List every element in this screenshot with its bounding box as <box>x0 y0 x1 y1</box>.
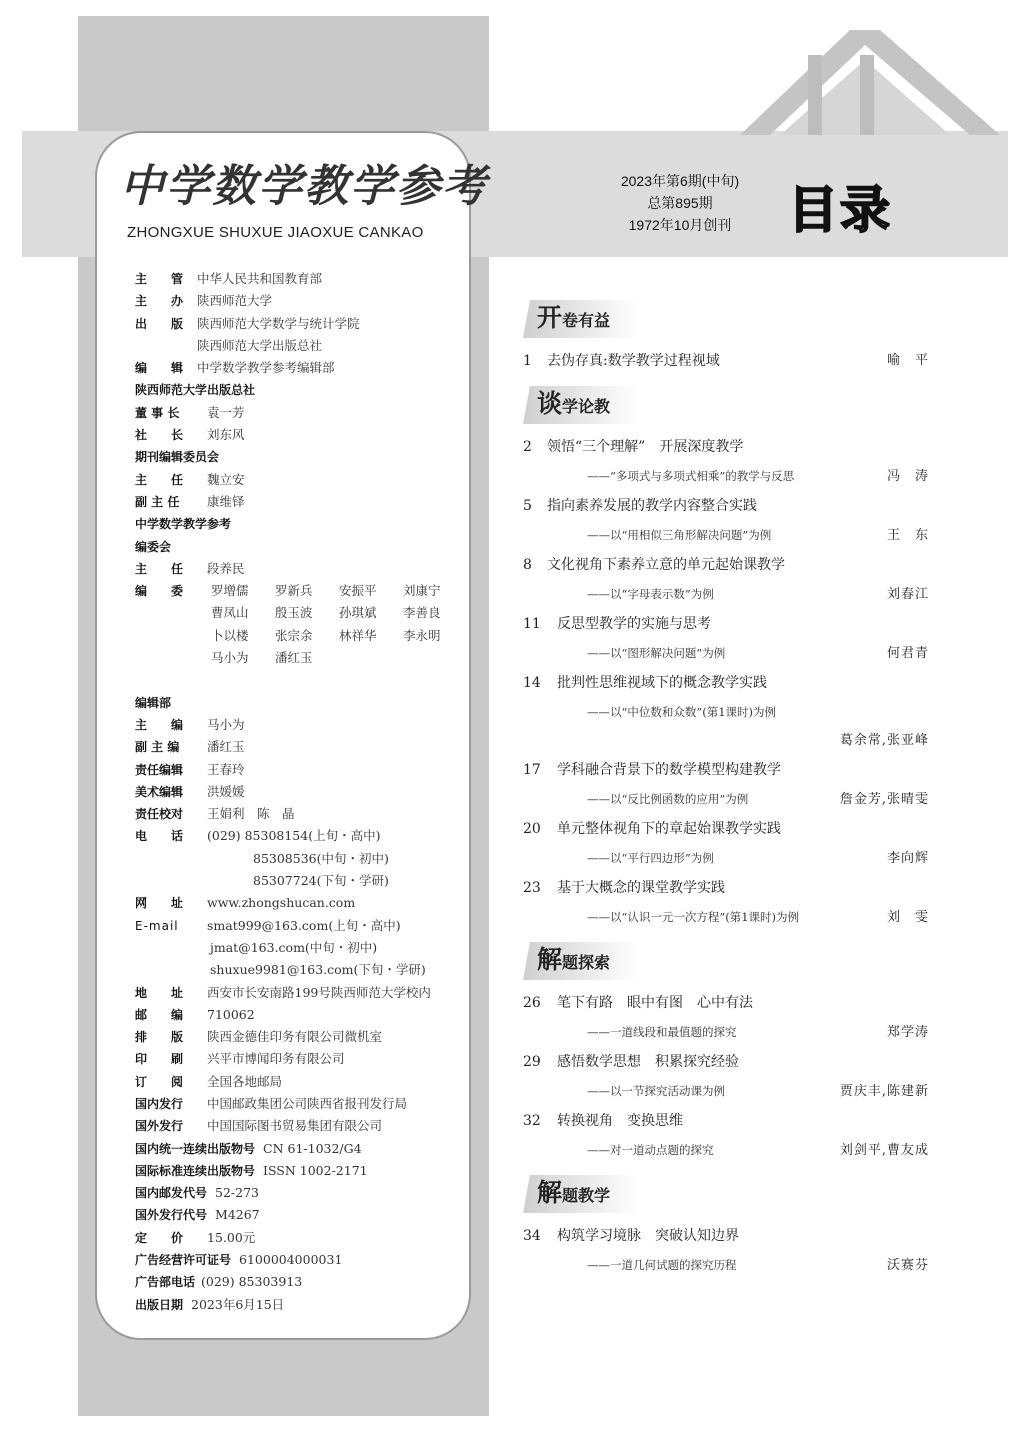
toc-author: 郑学涛 <box>886 1025 929 1040</box>
masthead-row <box>135 1115 475 1137</box>
toc-subtitle: ——以一节探究活动课为例 <box>587 1084 725 1098</box>
masthead-row <box>135 1182 475 1204</box>
toc-page-number: 20 <box>523 821 541 837</box>
toc-entry-title-line <box>523 755 929 785</box>
toc-entry-title-line <box>523 814 929 844</box>
masthead-heading: 陕西师范大学出版总社 <box>135 383 256 398</box>
toc-entry-subtitle-line <box>523 1136 929 1165</box>
toc-subtitle: ——一道线段和最值题的探究 <box>587 1025 737 1039</box>
masthead-row <box>135 1160 475 1182</box>
masthead-label: 主 办 <box>135 294 184 309</box>
masthead-label: 主 任 <box>135 472 184 487</box>
toc-entry-subtitle-line <box>523 462 929 491</box>
toc-author: 冯 涛 <box>886 469 929 484</box>
masthead-row <box>135 1271 475 1293</box>
masthead-row <box>135 1048 475 1070</box>
masthead-label: 国外发行代号 <box>135 1208 208 1223</box>
masthead-label: 编 委 <box>135 584 184 599</box>
masthead-row <box>135 268 475 290</box>
masthead-row <box>135 424 475 446</box>
toc-page-number: 23 <box>523 880 541 896</box>
masthead-value: 康维铎 <box>207 493 245 509</box>
roof-decoration <box>720 25 1020 135</box>
masthead-label: 出 版 <box>135 316 184 331</box>
section-title-initial: 解 <box>537 945 563 974</box>
toc-page-number: 11 <box>523 616 541 632</box>
masthead-row <box>135 825 475 847</box>
toc-entry[interactable] <box>523 550 929 609</box>
toc-author: 王 东 <box>886 528 929 543</box>
toc-entry[interactable] <box>523 609 929 668</box>
masthead-row <box>135 759 475 781</box>
masthead-row <box>135 402 475 424</box>
board-members-row <box>135 580 475 602</box>
toc-entry-title-line <box>523 1221 929 1251</box>
toc-title: 感悟数学思想 积累探究经验 <box>557 1054 739 1070</box>
masthead-value: 王娟利 陈 晶 <box>207 806 295 822</box>
toc-title: 去伪存真:数学教学过程视域 <box>547 353 720 369</box>
toc-page-number: 1 <box>523 353 532 369</box>
masthead-row <box>135 781 475 803</box>
toc-title: 构筑学习境脉 突破认知边界 <box>557 1228 739 1244</box>
toc-author: 刘剑平,曹友成 <box>839 1143 929 1158</box>
masthead-row <box>135 1294 475 1316</box>
board-members-row <box>135 602 475 624</box>
masthead-row <box>135 848 475 870</box>
masthead-label: 副 主 任 <box>135 494 180 509</box>
masthead-label: 广告部电话 <box>135 1275 196 1290</box>
toc-entry-subtitle-line <box>523 698 929 727</box>
board-member: 殷玉波 <box>275 605 313 621</box>
masthead-value: 陕西师范大学 <box>197 293 273 309</box>
section-header <box>523 1169 929 1221</box>
toc-page-number: 26 <box>523 995 541 1011</box>
masthead-label: 主 任 <box>135 561 184 576</box>
board-member: 李永明 <box>403 627 441 643</box>
board-member: 曹凤山 <box>211 605 249 621</box>
issue-total: 总第895期 <box>647 195 713 211</box>
masthead-row <box>135 892 475 914</box>
toc-author: 喻 平 <box>886 353 929 368</box>
masthead-row <box>135 1026 475 1048</box>
masthead-value: 王春玲 <box>207 761 245 777</box>
masthead-value: (029) 85308154(上旬・高中) <box>207 828 381 844</box>
masthead-label: 美术编辑 <box>135 784 184 799</box>
masthead-row <box>135 469 475 491</box>
section-header <box>523 936 929 988</box>
masthead-heading: 期刊编辑委员会 <box>135 450 220 465</box>
toc-entry-title-line <box>523 550 929 580</box>
masthead-row <box>135 357 475 379</box>
masthead-label: 责任校对 <box>135 807 184 822</box>
section-title-rest: 学论教 <box>562 397 611 416</box>
masthead-label: 排 版 <box>135 1030 184 1045</box>
toc-subtitle: ——以“认识一元一次方程”(第1课时)为例 <box>587 910 800 924</box>
masthead-row <box>135 1071 475 1093</box>
toc-entry[interactable] <box>523 755 929 814</box>
masthead-value: 710062 <box>207 1006 255 1022</box>
masthead-value: 中华人民共和国教育部 <box>197 271 323 286</box>
masthead-value: 全国各地邮局 <box>207 1073 283 1089</box>
board-member: 罗新兵 <box>275 583 313 599</box>
section-title-rest: 卷有益 <box>562 311 611 330</box>
masthead-value: CN 61-1032/G4 <box>263 1140 362 1156</box>
masthead-label: 国外发行 <box>135 1119 184 1134</box>
masthead-row <box>135 313 475 335</box>
toc-subtitle: ——以“中位数和众数”(第1课时)为例 <box>587 705 777 719</box>
section-title-initial: 谈 <box>537 389 563 418</box>
toc-title: 反思型教学的实施与思考 <box>557 616 711 632</box>
masthead-row <box>135 803 475 825</box>
page-title: 目录 <box>788 181 892 239</box>
toc-entry-title-line <box>523 1106 929 1136</box>
toc-entry-subtitle-line <box>523 1018 929 1047</box>
toc-entry[interactable] <box>523 1047 929 1106</box>
masthead-row <box>135 491 475 513</box>
toc-entry-subtitle-line <box>523 1251 929 1280</box>
masthead-row <box>135 1093 475 1115</box>
journal-logo-chinese: 中学数学教学参考 <box>120 161 488 212</box>
masthead-value: 85308536(中旬・初中) <box>253 850 389 866</box>
masthead-label: 责任编辑 <box>135 762 184 777</box>
masthead-row <box>135 1138 475 1160</box>
toc-entry-subtitle-line <box>523 903 929 932</box>
toc-title: 学科融合背景下的数学模型构建教学 <box>557 762 781 778</box>
toc-subtitle: ——以“图形解决问题”为例 <box>587 646 726 660</box>
toc-page-number: 34 <box>523 1228 541 1244</box>
section-title <box>537 1173 610 1209</box>
toc-subtitle: ——以“反比例函数的应用”为例 <box>587 792 749 806</box>
masthead-label: 国际标准连续出版物号 <box>135 1163 256 1178</box>
toc-page-number: 32 <box>523 1113 541 1129</box>
board-member: 李善良 <box>403 605 441 621</box>
toc-title: 基于大概念的课堂教学实践 <box>557 880 725 896</box>
masthead-label: 社 长 <box>135 428 184 443</box>
masthead-label: 印 刷 <box>135 1052 184 1067</box>
masthead-value: 15.00元 <box>207 1229 256 1245</box>
toc-entry-title-line <box>523 1047 929 1077</box>
toc-entry-title-line <box>523 873 929 903</box>
email-link[interactable]: jmat@163.com(中旬・初中) <box>210 939 378 955</box>
section-title <box>537 298 610 334</box>
masthead-value: 袁一芳 <box>207 404 245 420</box>
toc-author: 刘春江 <box>886 587 929 602</box>
masthead-label: 董 事 长 <box>135 405 180 420</box>
masthead-label: 地 址 <box>135 985 184 1000</box>
masthead-label: 副 主 编 <box>135 740 180 755</box>
section-title-rest: 题教学 <box>562 1186 611 1205</box>
toc-author: 贾庆丰,陈建新 <box>839 1084 929 1099</box>
masthead-row <box>135 290 475 312</box>
masthead-row <box>135 1227 475 1249</box>
masthead-row <box>135 1204 475 1226</box>
toc-title: 指向素养发展的教学内容整合实践 <box>547 498 757 514</box>
board-member: 马小为 <box>211 650 249 666</box>
toc-page-number: 8 <box>523 557 532 573</box>
toc-entry-subtitle-line <box>523 844 929 873</box>
masthead-value: 85307724(下旬・学研) <box>253 873 389 889</box>
toc-subtitle: ——以“平行四边形”为例 <box>587 851 714 865</box>
spacer <box>135 669 475 691</box>
masthead-value: 刘东风 <box>207 427 245 443</box>
toc-entry-subtitle-line <box>523 580 929 609</box>
masthead-heading: 编辑部 <box>135 695 172 710</box>
masthead-value: 6100004000031 <box>239 1252 343 1268</box>
masthead-row <box>135 870 475 892</box>
masthead-value: 中学数学教学参考编辑部 <box>197 360 335 376</box>
board-member: 张宗余 <box>275 627 313 643</box>
toc-entry-title-line <box>523 668 929 698</box>
masthead-value: 西安市长安南路199号陕西师范大学校内 <box>207 984 431 1000</box>
masthead-heading: 中学数学教学参考 <box>135 517 232 532</box>
website-link[interactable]: www.zhongshucan.com <box>207 895 356 911</box>
toc-subtitle: ——以“字母表示数”为例 <box>587 587 714 601</box>
masthead-row <box>135 937 475 959</box>
toc-entry[interactable] <box>523 1106 929 1165</box>
toc-entry-subtitle-line <box>523 785 929 814</box>
toc-entry[interactable] <box>523 988 929 1047</box>
toc-entry-title-line <box>523 432 929 462</box>
section-title-rest: 题探索 <box>562 953 611 972</box>
masthead-label: E-mail <box>135 918 179 933</box>
masthead-value: 魏立安 <box>207 471 245 487</box>
section-title <box>537 384 610 420</box>
toc-entry[interactable] <box>523 491 929 550</box>
toc-entry-subtitle-line <box>523 521 929 550</box>
toc-entry[interactable] <box>523 814 929 873</box>
toc-page-number: 14 <box>523 675 541 691</box>
masthead-label: 出版日期 <box>135 1297 184 1312</box>
toc-title: 转换视角 变换思维 <box>557 1113 683 1129</box>
toc-author: 沃赛芬 <box>886 1258 929 1273</box>
toc-author: 刘 雯 <box>886 910 929 925</box>
toc-page-number: 5 <box>523 498 532 514</box>
masthead-row <box>135 959 475 981</box>
toc-author: 何君青 <box>886 646 929 661</box>
toc-author: 詹金芳,张晴雯 <box>839 792 929 807</box>
toc-page-number: 17 <box>523 762 541 778</box>
issue-info <box>585 170 775 236</box>
section-title <box>537 940 610 976</box>
masthead-row <box>135 982 475 1004</box>
masthead-value: 2023年6月15日 <box>191 1296 285 1312</box>
toc-subtitle: ——对一道动点题的探究 <box>587 1143 714 1157</box>
masthead-label: 定 价 <box>135 1230 184 1245</box>
masthead-label: 国内统一连续出版物号 <box>135 1141 256 1156</box>
masthead-value: 52-273 <box>215 1185 260 1201</box>
toc-entry[interactable] <box>523 432 929 491</box>
masthead-row <box>135 1249 475 1271</box>
masthead-value: 陕西金德佳印务有限公司微机室 <box>207 1029 383 1045</box>
issue-founded: 1972年10月创刊 <box>628 217 732 233</box>
board-member: 林祥华 <box>339 627 377 643</box>
toc-entry-title-line <box>523 346 929 376</box>
masthead-label: 国内邮发代号 <box>135 1186 208 1201</box>
masthead-value: 马小为 <box>207 716 245 732</box>
toc-page-number: 2 <box>523 439 532 455</box>
journal-logo-english: ZHONGXUE SHUXUE JIAOXUE CANKAO <box>127 224 424 241</box>
toc-title: 领悟“三个理解” 开展深度教学 <box>547 439 744 455</box>
toc-title: 文化视角下素养立意的单元起始课教学 <box>547 557 785 573</box>
masthead-value: 陕西师范大学数学与统计学院 <box>197 315 360 331</box>
board-member: 潘红玉 <box>275 650 313 666</box>
toc-entry[interactable] <box>523 1221 929 1280</box>
toc-subtitle: ——“多项式与多项式相乘”的教学与反思 <box>587 469 795 483</box>
masthead-label: 邮 编 <box>135 1007 184 1022</box>
masthead-value: 段养民 <box>207 560 245 576</box>
toc-title: 单元整体视角下的章起始课教学实践 <box>557 821 781 837</box>
toc-entry[interactable] <box>523 873 929 932</box>
masthead-heading: 编委会 <box>135 539 172 554</box>
board-member: 卜以楼 <box>211 627 249 643</box>
board-member: 安振平 <box>339 583 377 599</box>
table-of-contents <box>523 290 929 1280</box>
section-header <box>523 294 929 346</box>
masthead-row <box>135 558 475 580</box>
masthead-label: 广告经营许可证号 <box>135 1253 232 1268</box>
toc-subtitle: ——一道几何试题的探究历程 <box>587 1258 737 1272</box>
masthead-value: 中国邮政集团公司陕西省报刊发行局 <box>207 1095 408 1111</box>
masthead <box>135 268 475 1316</box>
email-link[interactable]: shuxue9981@163.com(下旬・学研) <box>210 962 426 978</box>
toc-entry-subtitle-line <box>523 1077 929 1106</box>
toc-entry-title-line <box>523 609 929 639</box>
toc-subtitle: ——以“用相似三角形解决问题”为例 <box>587 528 772 542</box>
toc-title: 笔下有路 眼中有图 心中有法 <box>557 995 753 1011</box>
masthead-value: ISSN 1002-2171 <box>263 1162 368 1178</box>
masthead-label: 主 管 <box>135 272 184 286</box>
masthead-value: 洪媛媛 <box>207 783 245 799</box>
toc-entry[interactable] <box>523 346 929 376</box>
toc-title: 批判性思维视域下的概念教学实践 <box>557 675 767 691</box>
masthead-label: 网 址 <box>135 896 184 911</box>
section-title-initial: 解 <box>537 1178 563 1207</box>
masthead-value: 陕西师范大学出版总社 <box>197 337 323 353</box>
masthead-row <box>135 335 475 357</box>
masthead-label: 主 编 <box>135 717 184 732</box>
board-members-row <box>135 647 475 669</box>
toc-entry-title-line <box>523 988 929 1018</box>
masthead-row <box>135 1004 475 1026</box>
masthead-value: 兴平市博闻印务有限公司 <box>207 1051 345 1067</box>
masthead-value: M4267 <box>215 1207 260 1223</box>
board-members-row <box>135 625 475 647</box>
section-title-initial: 开 <box>537 303 563 332</box>
section-header <box>523 380 929 432</box>
masthead-label: 编 辑 <box>135 361 184 376</box>
masthead-value: 潘红玉 <box>207 739 245 755</box>
issue-number: 2023年第6期(中旬) <box>620 173 740 189</box>
toc-entry-subtitle-line <box>523 639 929 668</box>
email-link[interactable]: smat999@163.com(上旬・高中) <box>207 917 401 933</box>
masthead-label: 电 话 <box>135 829 184 844</box>
masthead-label: 订 阅 <box>135 1074 184 1089</box>
toc-author: 李向辉 <box>886 851 929 866</box>
board-member: 刘康宁 <box>403 583 441 599</box>
masthead-row <box>135 714 475 736</box>
toc-entry[interactable] <box>523 668 929 755</box>
masthead-label: 国内发行 <box>135 1096 184 1111</box>
masthead-row <box>135 736 475 758</box>
toc-entry-title-line <box>523 491 929 521</box>
toc-author: 葛余常,张亚峰 <box>839 733 929 748</box>
board-member: 罗增儒 <box>211 583 249 599</box>
board-member: 孙琪斌 <box>339 605 377 621</box>
masthead-row <box>135 915 475 937</box>
masthead-value: (029) 85303913 <box>201 1274 303 1290</box>
masthead-value: 中国国际图书贸易集团有限公司 <box>207 1118 383 1134</box>
toc-page-number: 29 <box>523 1054 541 1070</box>
